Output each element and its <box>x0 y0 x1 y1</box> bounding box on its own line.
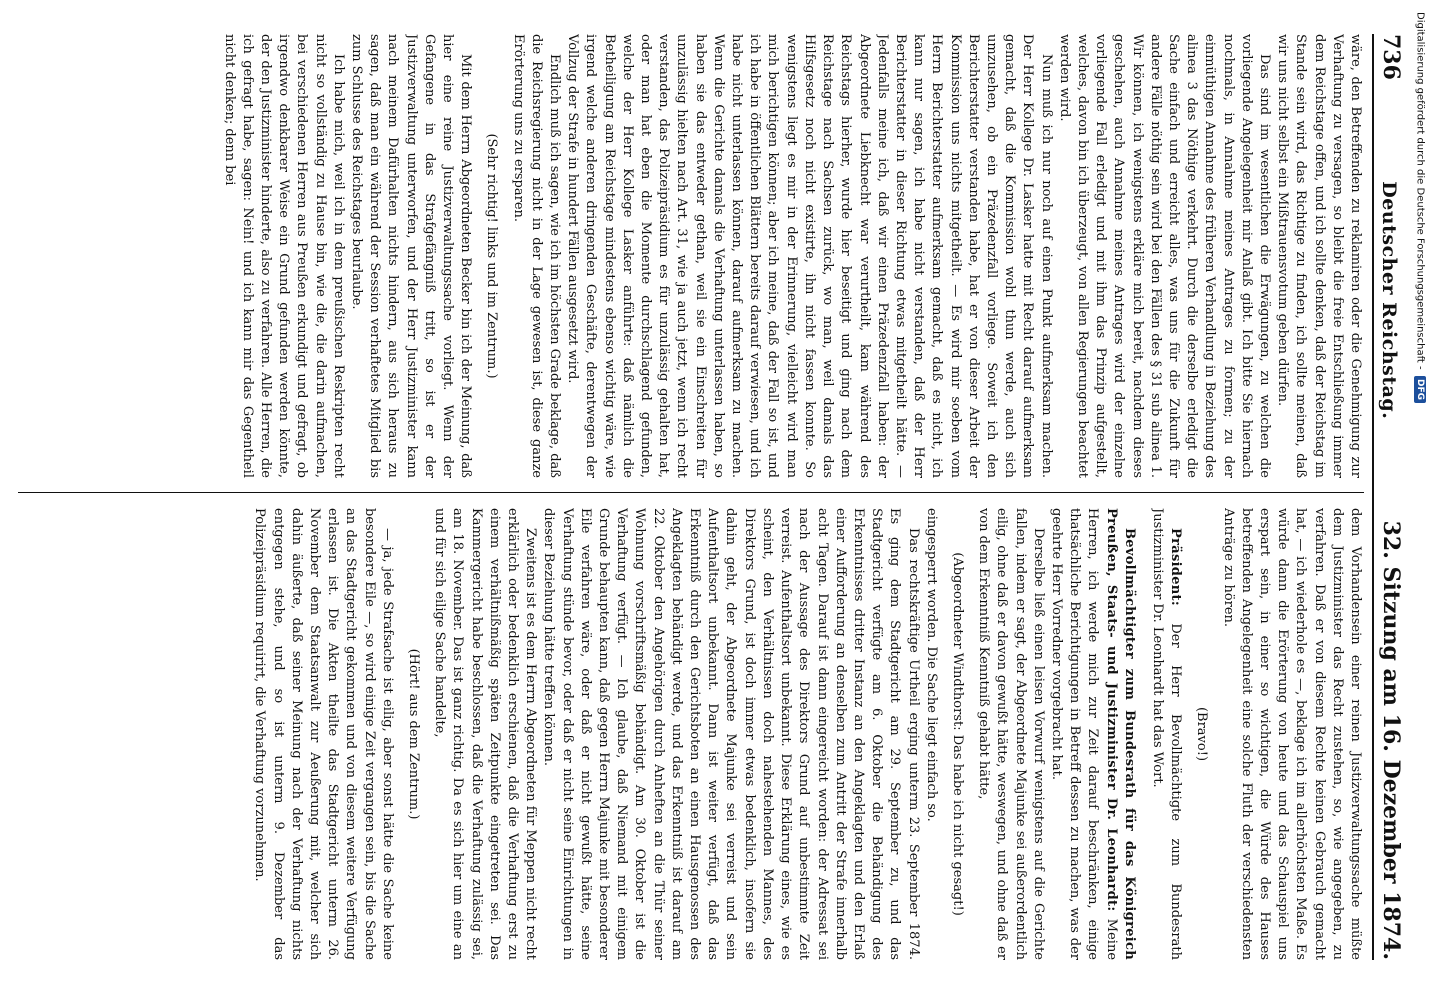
digitization-credit <box>1414 12 1426 403</box>
paragraph: dem Vorhandensein einer reinen Justizverwaltungssache müßte dem Justizminister das Recht zustehen, so, wie angegeben, zu verfahren. Daß er von diesem Rechte keinen Gebrauch gemacht hat, — ich wiederhole es —, beklage ich im allerhöchsten Maße. Es würde dann die Erörterung von heute und das Schauspiel uns erspart sein, in einer so wichtigen, die Würde des Hauses betreffenden Angelegenheit eine solche Fluth der verschiedensten Anträge zu hören. <box>1220 508 1363 960</box>
speech-text: Der Herr Bevollmächtigte zum Bundesrath Justizminister Dr. Leonhardt hat das Wort. <box>1149 508 1184 960</box>
interjection: (Sehr richtig! links und im Zentrum.) <box>484 133 500 379</box>
paragraph: wäre, den Betreffenden zu reklamiren oder die Genehmigung zur Verhaftung zu versagen, so bleibt die freie Entschließung immer dem Reichstage offen, und ich sollte denken, daß der Reichstag im Stande sein wird, das Richtige zu finden, ich sollte meinen, daß wir uns nicht selbst ein Mißtrauensvotum geben dürfen. <box>1275 34 1363 478</box>
dfg-logo: DFG <box>1414 376 1426 403</box>
paragraph: Zweitens ist es dem Herrn Abgeordneten für Meppen nicht recht erklärlich oder bedenklich erschienen, daß die Verhaftung erst zu einem verhältnißmäßig späten Zeitpunkte eingetreten sei. Das Kammergericht habe beschlossen, daß die Verhaftung zulässig sei, am 18. November. Das ist ganz richtig. Da es sich hier um eine an und für sich eilige Sache handelte, <box>432 508 539 960</box>
interjection: (Abgeordneter Windthorst: Das habe ich nicht gesagt!) <box>949 552 965 916</box>
paragraph: Ich habe mich, weil ich in dem preußischen Reskripten recht nicht so vollständig zu Hause bin, wie die, die darin aufmachen, bei verschiedenen Herren aus Preußen erkundigt und gefragt, ob irgendwo denkbarer Weise ein Grund gefunden werden könnte, der den Justizminister hinderte, also zu verfahren. Alle Herren, die ich gefragt habe, sagen: Nein! und ich kann mir das Gegentheil nicht denken; denn bei <box>221 34 346 478</box>
page-number: 736 <box>1378 34 1404 80</box>
session-date: 32. Sitzung am 16. Dezember 1874. <box>1378 520 1404 960</box>
speech-text: Meine Herren, ich werde mich zur Zeit darauf beschränken, einige thatsächliche Berichtigungen in Betreff dessen zu machen, was der geehrte Herr Vorredner vorgebracht hat. <box>1048 508 1119 960</box>
paragraph: Das sind im wesentlichen die Erwägungen, zu welchen die vorliegende Angelegenheit mir Anlaß gibt. Ich bitte Sie hiernach nochmals, in Annahme meines Antrages zu formen; zu der einmüthigen Annahme des früheren Verhandlung in Beziehung des alinea 3 das Nöthige verkehrt. Durch die derselbe erledigt die Sache einfach und erreicht alles, was uns für die Zukunft für andere Fälle nöthig sein wird bei den Fällen des § 31 sub alinea 1. Wir können, ich wenigstens erkläre mich bereit, nachdem dieses geschehen, auch Annahme meines Antrages wird der einzelne vorliegende Fall erledigt und mit ihm das Prinzip aufgestellt, welches, davon bin ich überzeugt, von allen Regierungen beachtet werden wird. <box>1056 34 1272 478</box>
speaker-name: Bevollmächtigter zum Bundesrath für das Königreich Preußen, Staats- und Justizminister Dr. Leonhardt: <box>1103 508 1137 960</box>
interjection: (Bravo!) <box>1194 706 1210 762</box>
interjection: (Hört! aus dem Zentrum.) <box>406 648 422 820</box>
paragraph: Derselbe ließ einen leisen Vorwurf wenigstens auf die Gerichte fallen, indem er sagt, der Abgeordnete Majunke sei außerordentlich eilig, ohne daß er davon gewußt hätte, weswegen, und ohne daß er von dem Erkenntniß Kenntniß gehabt hätte, <box>976 508 1046 960</box>
paragraph: — ja, jede Strafsache ist eilig, aber sonst hätte die Sache keine besondere Eile —, so wird einige Zeit vergangen sein, bis die Sache an das Stadtgericht gekommen und von diesem weitere Verfügung erlassen ist. Die Akten theilte das Stadtgericht unterm 26. November dem Staatsanwalt zur Aeußerung mit, welcher sich dahin äußerte, daß seiner Meinung nach der Verhaftung nichts entgegen stehe, und so ist unterm 9. Dezember das Polizeipräsidium requirirt, die Verhaftung vorzunehmen. <box>252 508 395 960</box>
left-column <box>18 34 1364 478</box>
right-column <box>18 508 1364 960</box>
paragraph: Nun muß ich nur noch auf einen Punkt aufmerksam machen. Der Herr Kollege Dr. Lasker hatte mit Recht darauf aufmerksam gemacht, daß die Kommission wohl thun werde, auch sich umzusehen, ob ein Präzedenzfall vorliege. Soweit ich den Berichterstatter verstanden habe, hat er von dieser Arbeit der Kommission uns nichts mitgetheilt. — Es wird mir soeben vom Herrn Berichterstatter aufmerksam gemacht, daß es nicht, ich kann nur sagen, ich habe nicht verstanden, daß der Herr Berichterstatter in dieser Richtung etwas mitgetheilt hätte. — Jedenfalls meine ich, daß wir einen Präzedenzfall haben: der Abgeordnete Liebknecht war verurtheilt, kam während des Reichstags hierher, wurde hier beseitigt und ging nach dem Reichstage nach Sachsen zurück, wo man, weil damals das Hilfsgesetz noch nicht existirte, ihn nicht fassen konnte. So wenigstens liegt es mir in der Erinnerung, vielleicht wird man mich berichtigen können; aber ich meine, daß der Fall so ist, und ich habe in öffentlichen Blättern bereits darauf verwiesen, und ich habe nicht unterlassen können, darauf aufmerksam zu machen. Wenn die Gerichte damals die Verhaftung unterlassen haben, so haben sie das entweder gethan, weil sie ein Einschreiten für unzulässig hielten nach Art. 31, wie ja auch jetzt, wenn ich recht verstanden, das Polizeipräsidium es für unzulässig gehalten hat, oder man hat eben die Momente durchschlagend gefunden, welche der Herr Kollege Lasker anführte: daß nämlich die Betheiligung am Reichstage mindestens ebenso wichtig wäre, wie irgend welche anderen dringenden Geschäfte, derentwegen der Vollzug der Strafe in hundert Fällen ausgesetzt wird. <box>565 34 1054 478</box>
paragraph: Das rechtskräftige Urtheil erging unterm 23. September 1874. Es ging dem Stadtgericht am 29. September zu, und das Stadtgericht verfügte am 6. Oktober die Behändigung des Erkenntnisses dritter Instanz an den Angeklagten und den Erlaß einer Aufforderung an denselben zum Antritt der Strafe innerhalb acht Tagen. Darauf ist dann eingereicht worden: der Adressat sei nach der Aussage des Direktors Grund auf unbestimmte Zeit verreist. Aufenthaltsort unbekannt. Diese Erklärung eines, wie es scheint, den Verhältnissen doch nahestehenden Mannes, des Direktors Grund, ist doch immer etwas bedenklich, insofern sie dahin geht, der Abgeordnete Majunke sei verreist und sein Aufenthaltsort unbekannt. Dann ist weiter verfügt, daß das Erkenntniß durch den Gerichtsboten an einen Hausgenossen des Angeklagten behändigt werde, und das Erkenntniß ist darauf am 22. Oktober den Angehörigen durch Anheften an die Thür seiner Wohnung vorschriftsmäßig behändigt. Am 30. Oktober ist die Verhaftung verfügt. — Ich glaube, daß Niemand mit einigem Grunde behaupten kann, daß gegen Herrn Majunke mit besonderer Eile verfahren wäre, oder daß er nicht gewußt hätte, seine Verhaftung stünde bevor, oder daß er nicht seine Einrichtungen in dieser Beziehung hätte treffen können. <box>541 508 921 960</box>
paragraph: Endlich muß ich sagen, wie ich im höchsten Grade beklage, daß die Reichsregierung nicht in der Lage gewesen ist, diese ganze Erörterung uns zu ersparen. <box>510 34 563 478</box>
page-header <box>1372 34 1416 960</box>
speaker-paragraph <box>1148 508 1184 960</box>
credit-text: Digitalisierung gefördert durch die Deutsche Forschungsgemeinschaft - <box>1414 12 1426 370</box>
speaker-name: Präsident: <box>1168 528 1184 606</box>
publication-title: Deutscher Reichstag. <box>1378 181 1400 420</box>
paragraph: Mit dem Herrn Abgeordneten Becker bin ich der Meinung, daß hier eine reine Justizverwaltungssache vorliegt. Wenn der Gefangene in das Strafgefängniß tritt, so ist er der Justizverwaltung unterworfen, und der Herr Justizminister kann nach meinem Dafürhalten nichts hindern, aus sich heraus zu sagen, daß man ein während der Session verhaftetes Mitglied bis zum Schlusse des Reichstages beurlaube. <box>349 34 474 478</box>
speaker-paragraph <box>1047 508 1138 960</box>
column-divider <box>18 492 1364 493</box>
paragraph: eingesperrt worden. Die Sache liegt einfach so. <box>923 508 939 822</box>
